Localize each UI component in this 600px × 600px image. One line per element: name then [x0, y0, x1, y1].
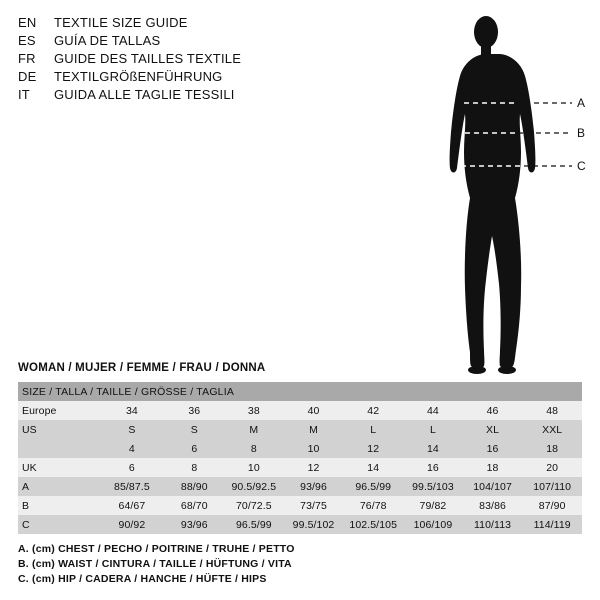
cell: 6: [99, 458, 164, 477]
cell: 38: [224, 401, 284, 420]
row-label: Europe: [18, 401, 99, 420]
cell: 107/110: [522, 477, 582, 496]
cell: 76/78: [343, 496, 403, 515]
table-row: [18, 439, 582, 458]
size-table: [18, 382, 582, 534]
measurement-label-b: B: [577, 126, 586, 140]
cell: 14: [343, 458, 403, 477]
footnote-list: [18, 542, 578, 587]
footnote-chest: A. (cm) CHEST / PECHO / POITRINE / TRUHE / PETTO: [18, 543, 295, 555]
measurement-label-c: C: [577, 159, 586, 173]
cell: 104/107: [463, 477, 523, 496]
cell: 8: [165, 458, 224, 477]
cell: 4: [99, 439, 164, 458]
language-title: TEXTILGRÖßENFÜHRUNG: [54, 69, 223, 84]
table-row: [18, 420, 582, 439]
language-code: FR: [18, 51, 36, 66]
language-row-en: [18, 14, 348, 31]
cell: L: [343, 420, 403, 439]
cell: 14: [403, 439, 463, 458]
footnote-hip: C. (cm) HIP / CADERA / HANCHE / HÜFTE / HIPS: [18, 573, 267, 585]
language-code: DE: [18, 69, 37, 84]
cell: 83/86: [463, 496, 523, 515]
row-label: A: [18, 477, 99, 496]
language-row-it: [18, 86, 348, 103]
cell: 87/90: [522, 496, 582, 515]
row-label: C: [18, 515, 99, 534]
cell: 46: [463, 401, 523, 420]
row-label: B: [18, 496, 99, 515]
cell: 99.5/103: [403, 477, 463, 496]
cell: S: [99, 420, 164, 439]
language-row-de: [18, 68, 348, 85]
row-label: [18, 439, 99, 458]
language-title: TEXTILE SIZE GUIDE: [54, 15, 188, 30]
cell: 8: [224, 439, 284, 458]
table-row: [18, 458, 582, 477]
language-row-fr: [18, 50, 348, 67]
cell: 12: [284, 458, 344, 477]
cell: 6: [165, 439, 224, 458]
language-title: GUÍA DE TALLAS: [54, 33, 161, 48]
cell: M: [224, 420, 284, 439]
cell: 68/70: [165, 496, 224, 515]
cell: 106/109: [403, 515, 463, 534]
language-code: ES: [18, 33, 36, 48]
table-header-label: SIZE / TALLA / TAILLE / GRÖSSE / TAGLIA: [18, 382, 582, 401]
language-row-es: [18, 32, 348, 49]
cell: 12: [343, 439, 403, 458]
footnote-waist: B. (cm) WAIST / CINTURA / TAILLE / HÜFTUNG / VITA: [18, 558, 292, 570]
cell: 114/119: [522, 515, 582, 534]
cell: 90.5/92.5: [224, 477, 284, 496]
cell: XL: [463, 420, 523, 439]
cell: 40: [284, 401, 344, 420]
cell: 102.5/105: [343, 515, 403, 534]
cell: 18: [463, 458, 523, 477]
cell: 93/96: [284, 477, 344, 496]
cell: M: [284, 420, 344, 439]
cell: 88/90: [165, 477, 224, 496]
cell: 99.5/102: [284, 515, 344, 534]
table-header-row: [18, 382, 582, 401]
cell: 16: [403, 458, 463, 477]
cell: 10: [284, 439, 344, 458]
cell: 16: [463, 439, 523, 458]
language-code: IT: [18, 87, 30, 102]
cell: 73/75: [284, 496, 344, 515]
cell: 48: [522, 401, 582, 420]
cell: 44: [403, 401, 463, 420]
cell: 20: [522, 458, 582, 477]
table-row: [18, 477, 582, 496]
cell: 93/96: [165, 515, 224, 534]
cell: 36: [165, 401, 224, 420]
cell: 85/87.5: [99, 477, 164, 496]
language-title: GUIDE DES TAILLES TEXTILE: [54, 51, 242, 66]
row-label: US: [18, 420, 99, 439]
cell: 70/72.5: [224, 496, 284, 515]
table-row: [18, 401, 582, 420]
cell: 10: [224, 458, 284, 477]
language-title: GUIDA ALLE TAGLIE TESSILI: [54, 87, 235, 102]
cell: 64/67: [99, 496, 164, 515]
cell: 110/113: [463, 515, 523, 534]
cell: 90/92: [99, 515, 164, 534]
cell: 79/82: [403, 496, 463, 515]
silhouette-body: [450, 16, 536, 374]
table-row: [18, 515, 582, 534]
language-list: [18, 14, 348, 104]
cell: 34: [99, 401, 164, 420]
female-silhouette-figure: [420, 8, 590, 378]
measurement-label-a: A: [577, 96, 586, 110]
cell: 42: [343, 401, 403, 420]
section-caption: WOMAN / MUJER / FEMME / FRAU / DONNA: [18, 362, 266, 374]
row-label: UK: [18, 458, 99, 477]
language-code: EN: [18, 15, 37, 30]
cell: 96.5/99: [224, 515, 284, 534]
cell: 18: [522, 439, 582, 458]
cell: XXL: [522, 420, 582, 439]
table-row: [18, 496, 582, 515]
cell: 96.5/99: [343, 477, 403, 496]
cell: L: [403, 420, 463, 439]
cell: S: [165, 420, 224, 439]
